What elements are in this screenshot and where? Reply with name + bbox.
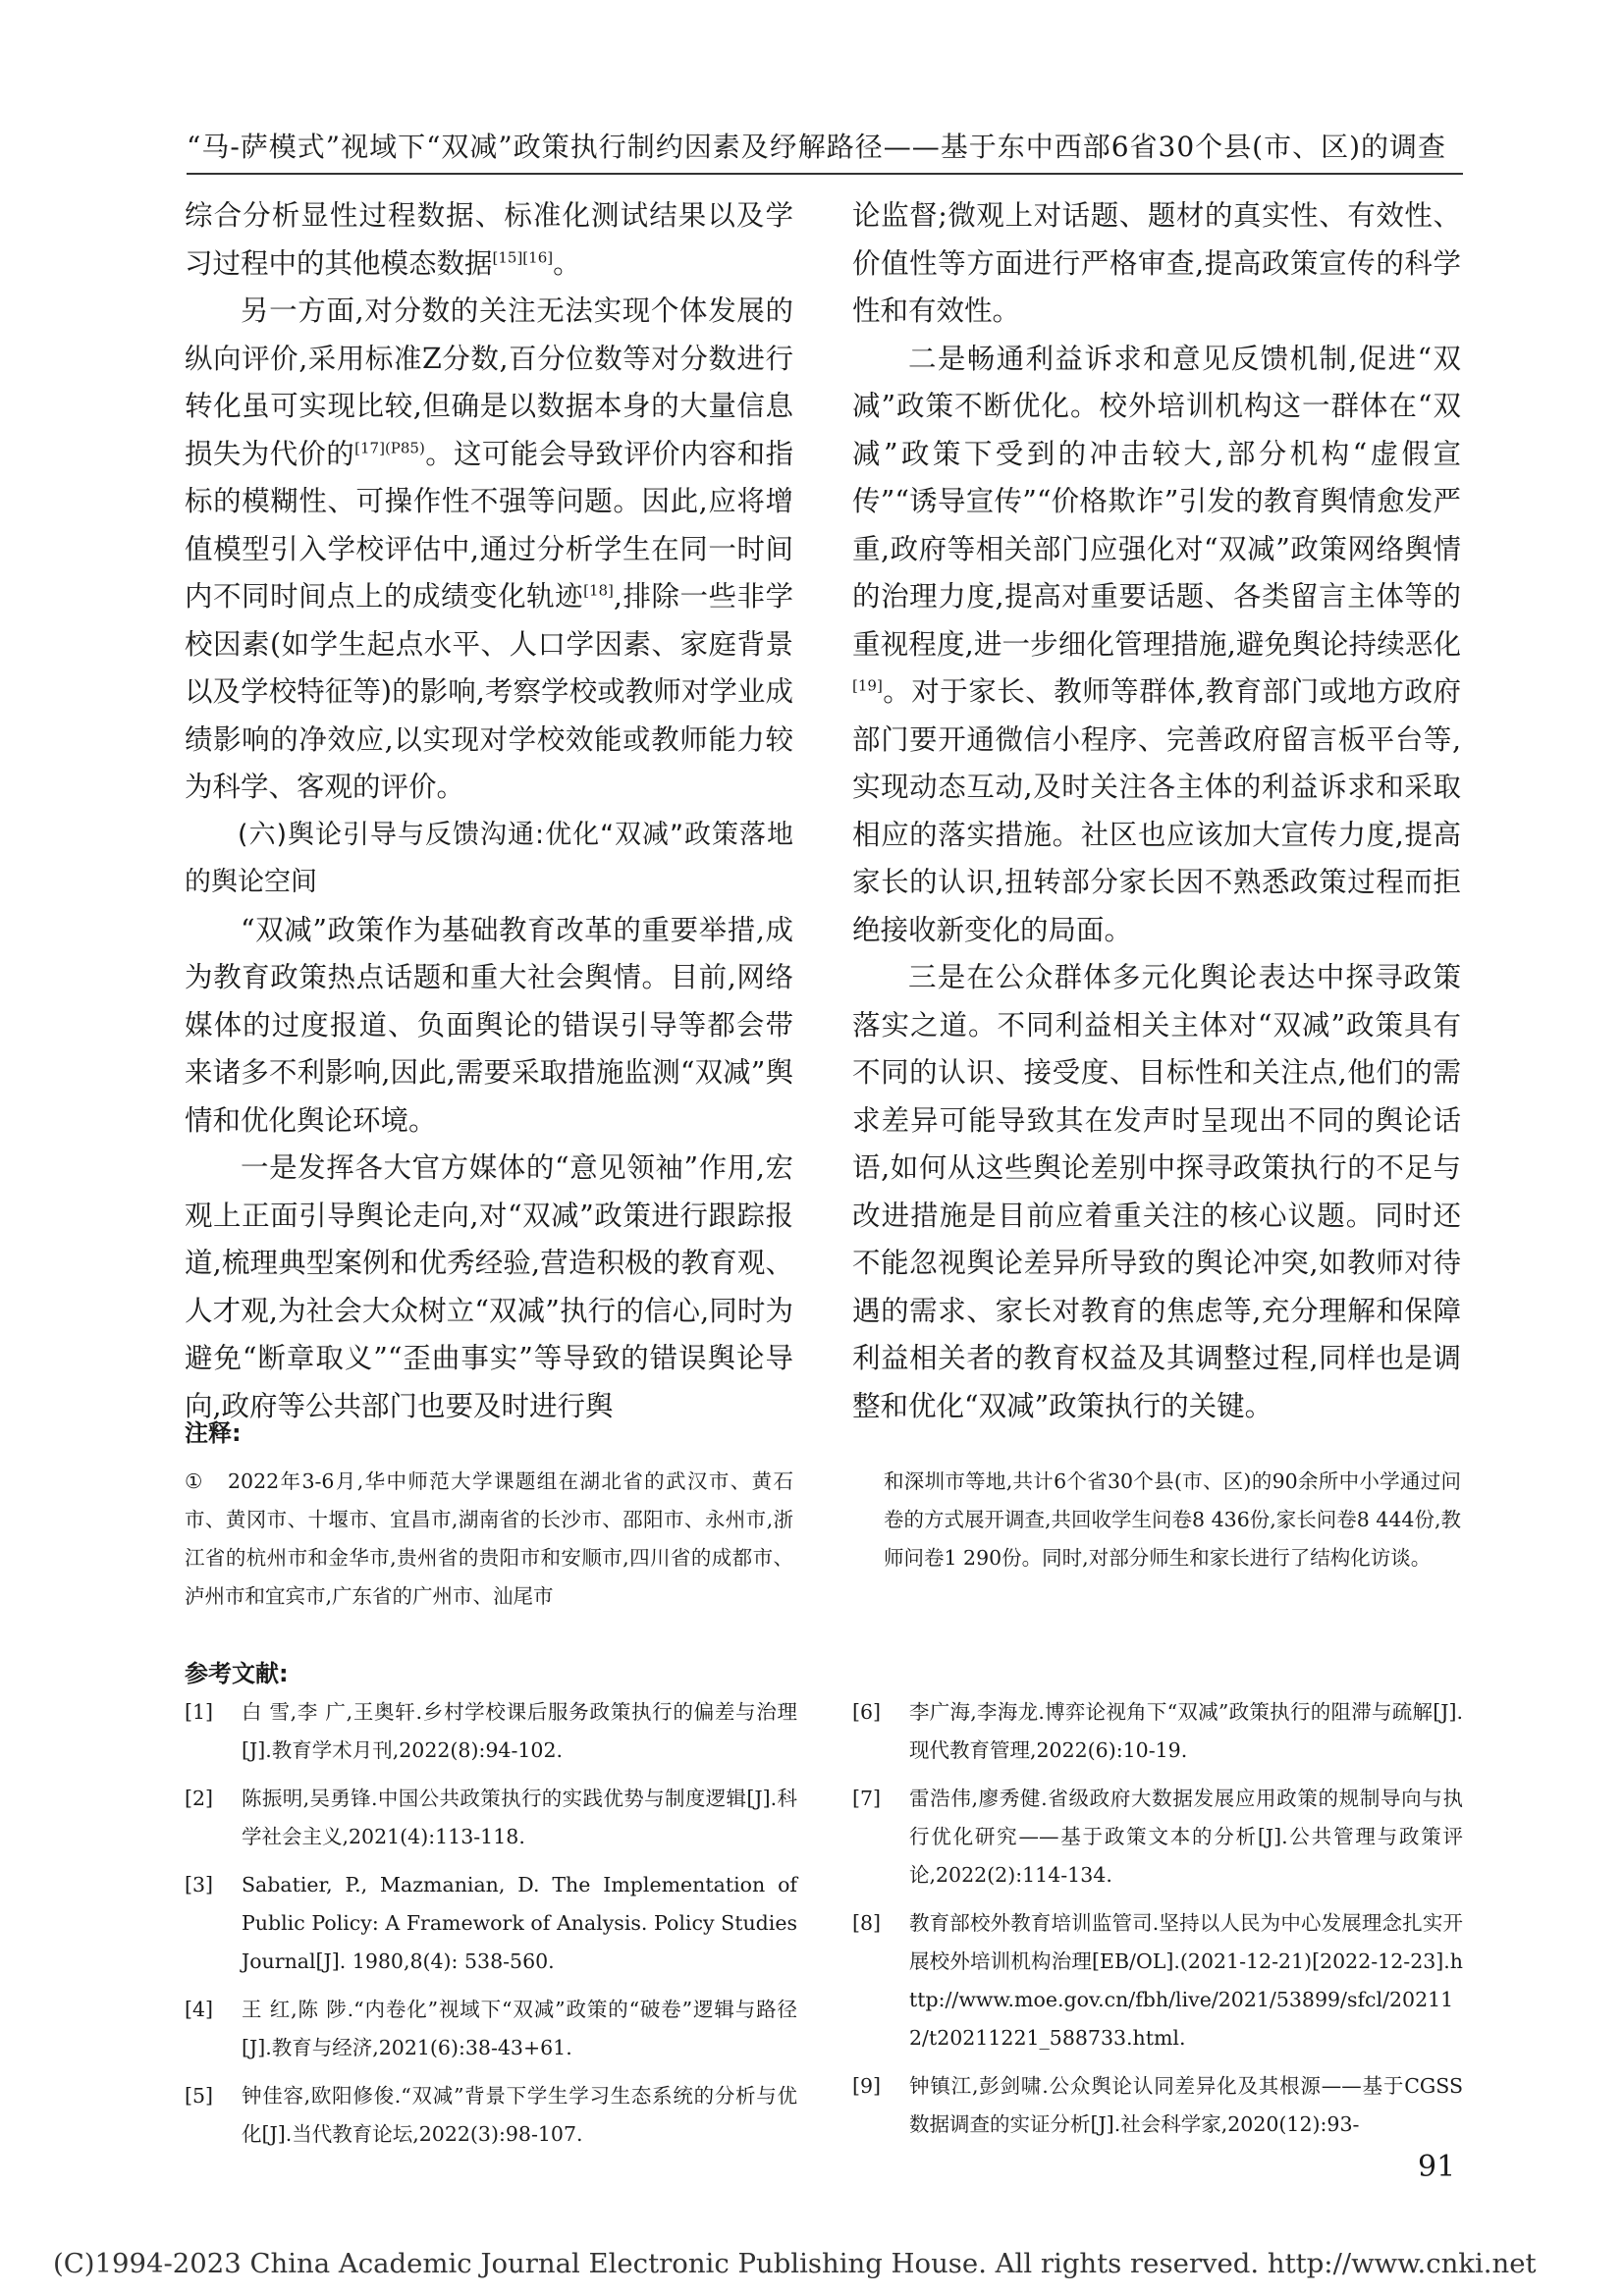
reference-text: Sabatier, P., Mazmanian, D. The Implementation of Public Policy: A Framework of Analysis. Policy Studies Journal[J]. 1980,8(4): 538-560.	[242, 1873, 797, 1973]
reference-number: [7]	[852, 1787, 882, 1810]
paragraph: 综合分析显性过程数据、标准化测试结果以及学习过程中的其他模态数据[15][16]。	[185, 199, 793, 280]
reference-text: 雷浩伟,廖秀健.省级政府大数据发展应用政策的规制导向与执行优化研究——基于政策文本的分析[J].公共管理与政策评论,2022(2):114-134.	[909, 1787, 1463, 1887]
note-marker: ①	[185, 1469, 203, 1493]
page-number: 91	[1418, 2150, 1456, 2184]
reference-item	[185, 1780, 797, 1856]
paragraph: 二是畅通利益诉求和意见反馈机制,促进“双减”政策不断优化。校外培训机构这一群体在“双减”政策下受到的冲击较大,部分机构“虚假宣传”“诱导宣传”“价格欺诈”引发的教育舆情愈发严重,政府等相关部门应强化对“双减”政策网络舆情的治理力度,提高对重要话题、各类留言主体等的重视程度,进一步细化管理措施,避免舆论持续恶化[19]。对于家长、教师等群体,教育部门或地方政府部门要开通微信小程序、完善政府留言板平台等,实现动态互动,及时关注各主体的利益诉求和采取相应的落实措施。社区也应该加大宣传力度,提高家长的认识,扭转部分家长因不熟悉政策过程而拒绝接收新变化的局面。	[852, 342, 1461, 946]
references-label: 参考文献:	[185, 1660, 289, 1687]
reference-item	[852, 2067, 1463, 2144]
reference-text: 钟佳容,欧阳修俊.“双减”背景下学生学习生态系统的分析与优化[J].当代教育论坛,2022(3):98-107.	[242, 2084, 797, 2146]
references-right	[852, 1693, 1463, 2154]
reference-item	[185, 1866, 797, 1981]
left-column	[185, 192, 793, 1430]
reference-item	[852, 1904, 1463, 2057]
reference-number: [9]	[852, 2074, 882, 2098]
header-rule	[187, 173, 1463, 175]
notes-label: 注释:	[185, 1419, 242, 1447]
reference-number: [1]	[185, 1700, 214, 1724]
running-header: “马-萨模式”视域下“双减”政策执行制约因素及纾解路径——基于东中西部6省30个县(市、区)的调查	[187, 131, 1447, 163]
reference-item	[852, 1693, 1463, 1770]
reference-number: [5]	[185, 2084, 214, 2108]
paragraph: “双减”政策作为基础教育改革的重要举措,成为教育政策热点话题和重大社会舆情。目前,网络媒体的过度报道、负面舆论的错误引导等都会带来诸多不利影响,因此,需要采取措施监测“双减”舆情和优化舆论环境。	[185, 913, 793, 1137]
paragraph: 论监督;微观上对话题、题材的真实性、有效性、价值性等方面进行严格审查,提高政策宣传的科学性和有效性。	[852, 199, 1461, 327]
paragraph: 三是在公众群体多元化舆论表达中探寻政策落实之道。不同利益相关主体对“双减”政策具有不同的认识、接受度、目标性和关注点,他们的需求差异可能导致其在发声时呈现出不同的舆论话语,如何从这些舆论差别中探寻政策执行的不足与改进措施是目前应着重关注的核心议题。同时还不能忽视舆论差异所导致的舆论冲突,如教师对待遇的需求、家长对教育的焦虑等,充分理解和保障利益相关者的教育权益及其调整过程,同样也是调整和优化“双减”政策执行的关键。	[852, 961, 1461, 1422]
references-left	[185, 1693, 797, 2163]
reference-number: [3]	[185, 1873, 214, 1896]
note-left	[185, 1463, 793, 1616]
reference-item	[852, 1780, 1463, 1895]
paragraph: 另一方面,对分数的关注无法实现个体发展的纵向评价,采用标准Z分数,百分位数等对分数进行转化虽可实现比较,但确是以数据本身的大量信息损失为代价的$^{[17](P85)}$。这可能会导致评价内容和指标的模糊性、可操作性不强等问题。因此,应将增值模型引入学校评估中,通过分析学生在同一时间内不同时间点上的成绩变化轨迹[18],排除一些非学校因素(如学生起点水平、人口学因素、家庭背景以及学校特征等)的影响,考察学校或教师对学业成绩影响的净效应,以实现对学校效能或教师能力较为科学、客观的评价。	[185, 294, 793, 803]
right-column	[852, 192, 1461, 1430]
note-right: 和深圳市等地,共计6个省30个县(市、区)的90余所中小学通过问卷的方式展开调查,共回收学生问卷8 436份,家长问卷8 444份,教师问卷1 290份。同时,对部分师生和家长进行了结构化访谈。	[884, 1469, 1461, 1570]
reference-text: 教育部校外教育培训监管司.坚持以人民为中心发展理念扎实开展校外培训机构治理[EB/OL].(2021-12-21)[2022-12-23].http://www.moe.gov.cn/fbh/live/2021/53899/sfcl/202112/t20211221_588733.html.	[909, 1911, 1463, 2050]
paragraph: 一是发挥各大官方媒体的“意见领袖”作用,宏观上正面引导舆论走向,对“双减”政策进行跟踪报道,梳理典型案例和优秀经验,营造积极的教育观、人才观,为社会大众树立“双减”执行的信心,同时为避免“断章取义”“歪曲事实”等导致的错误舆论导向,政府等公共部门也要及时进行舆	[185, 1151, 793, 1422]
reference-text: 王 红,陈 陟.“内卷化”视域下“双减”政策的“破卷”逻辑与路径[J].教育与经济,2021(6):38-43+61.	[242, 1998, 797, 2059]
reference-number: [6]	[852, 1700, 882, 1724]
section-heading: (六)舆论引导与反馈沟通:优化“双减”政策落地的舆论空间	[185, 819, 793, 897]
reference-text: 钟镇江,彭剑啸.公众舆论认同差异化及其根源——基于CGSS数据调查的实证分析[J].社会科学家,2020(12):93-	[909, 2074, 1463, 2136]
reference-item	[185, 1693, 797, 1770]
reference-item	[185, 1991, 797, 2067]
note-text: 2022年3-6月,华中师范大学课题组在湖北省的武汉市、黄石市、黄冈市、十堰市、宜昌市,湖南省的长沙市、邵阳市、永州市,浙江省的杭州市和金华市,贵州省的贵阳市和安顺市,四川省的成都市、泸州市和宜宾市,广东省的广州市、汕尾市	[185, 1469, 793, 1608]
reference-text: 白 雪,李 广,王奥轩.乡村学校课后服务政策执行的偏差与治理[J].教育学术月刊,2022(8):94-102.	[242, 1700, 797, 1762]
reference-number: [8]	[852, 1911, 882, 1935]
reference-number: [2]	[185, 1787, 214, 1810]
reference-item	[185, 2077, 797, 2154]
copyright-notice: (C)1994-2023 China Academic Journal Electronic Publishing House. All rights reserved. http://www.cnki.net	[53, 2248, 1537, 2279]
reference-number: [4]	[185, 1998, 214, 2021]
reference-text: 李广海,李海龙.博弈论视角下“双减”政策执行的阻滞与疏解[J].现代教育管理,2022(6):10-19.	[909, 1700, 1463, 1762]
reference-text: 陈振明,吴勇锋.中国公共政策执行的实践优势与制度逻辑[J].科学社会主义,2021(4):113-118.	[242, 1787, 797, 1848]
